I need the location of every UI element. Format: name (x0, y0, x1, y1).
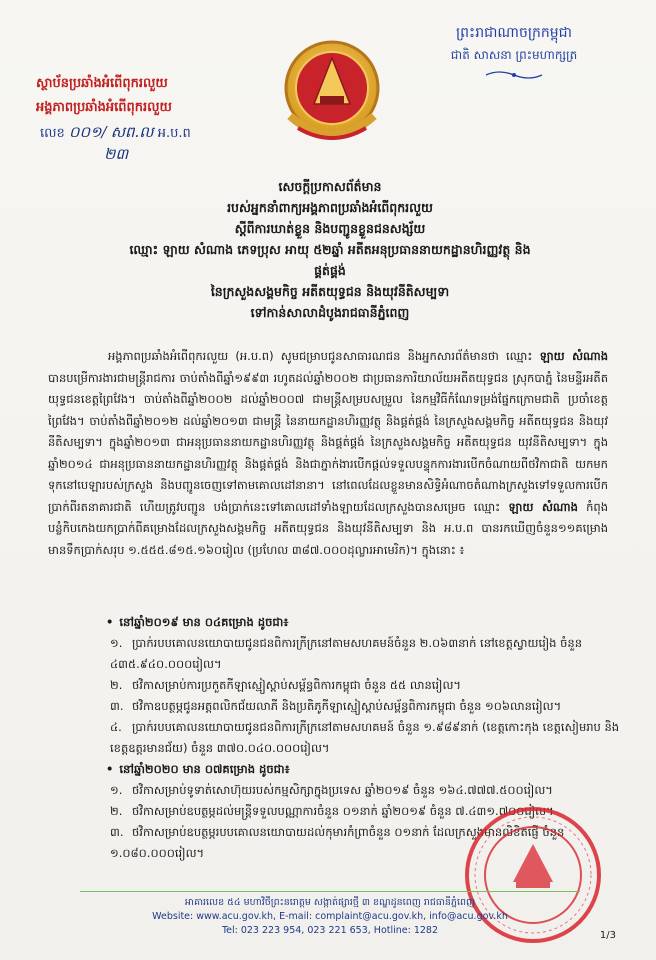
list-item: ៣. ថវិកាសម្រាប់ឧបត្ថម្ភរបបគោលនយោបាយដល់កុមារកំព្រាចំនួន ០១នាក់ ដែលក្រសួងមានលិខិតផ្ញើ ចំនួន ១.០៨០.០០០រៀល។ (110, 825, 565, 860)
body-part-2: បានបម្រើការងារជាមន្រ្តីរាជការ ចាប់តាំងពីឆ្នាំ១៩៩៣ រហូតដល់ឆ្នាំ២០០២ ជាប្រធានការិយាល័យអតីតយុទ្ធជន ស្រុកបាភ្នំ នៃមន្ទីរអតីតយុទ្ធជនខេត្តព្រៃវែង។ ចាប់តាំងពីឆ្នាំ២០០២ ដល់ឆ្នាំ២០០៧ ជាមន្ត្រីសម្របសម្រួល នៃកម្មវិធីកំណែទម្រង់ផ្នែកក្រោមជាតិ ប្រចាំខេត្តព្រៃវែង។ ចាប់តាំងពីឆ្នាំ២០១២ ដល់ឆ្នាំ២០១៣ ជាមន្ត្រី នៃនាយកដ្ឋានហិរញ្ញវត្ថុ និងផ្គត់ផ្គង់ នៃក្រសួងសង្គមកិច្ច អតីតយុទ្ធជន និងយុវនីតិសម្បទា។ ក្នុងឆ្នាំ២០១៣ ជាអនុប្រធាននាយកដ្ឋានហិរញ្ញវត្ថុ និងផ្គត់ផ្គង់ នៃក្រសួងសង្គមកិច្ច អតីតយុទ្ធជន យុវនីតិសម្បទា។ ក្នុងឆ្នាំ២០១៤ ជាអនុប្រធាននាយកដ្ឋានហិរញ្ញវត្ថុ និងផ្គត់ផ្គង់ និងជាភ្នាក់ងារបើកផ្តល់ទទួលបន្ទុកការងារបើកចំណាយពីថវិកាជាតិ យកមកទុកនៅបេឡារបស់ក្រសួង និងបញ្ជូនចេញទៅតាមគោលដៅនានា។ នៅពេលដែលខ្លួនមានសិទ្ធិអំណាចតំណាងក្រសួងទៅទទួលការបើកប្រាក់ពីរតនាគារជាតិ ហើយត្រូវបញ្ជូន បង់ប្រាក់នេះទៅគោលដៅទាំងឡាយដែលក្រសួងបានសម្រេច ឈ្មោះ (48, 370, 608, 514)
list-item: ១. ថវិកាសម្រាប់ទូទាត់សោហ៊ុយរបស់កម្មសិក្សាក្នុងប្រទេស ឆ្នាំ២០១៩ ចំនួន ១៦៤.៧៧៧.៥០០រៀល។ (110, 783, 553, 797)
kingdom-header (414, 22, 614, 88)
list-item: ៣. ថវិកាឧបត្ថម្ភជូនអត្តពលិកជ័យលាភី និងប្រតិភូកីឡាស្មៀស្ដាប់សម្ព័ន្ធពិការកម្ពុជា ចំនួន ១០៦លានរៀល។ (110, 699, 562, 713)
ref-suffix: អ.ប.ព (157, 126, 191, 141)
title-line-4: ឈ្មោះ ឡាយ សំណាង ភេទប្រុស អាយុ ៥២ឆ្នាំ អតីតអនុប្រធាននាយកដ្ឋានហិរញ្ញវត្ថុ និងផ្គត់ផ្គង់ (129, 242, 531, 278)
suspect-name-2: ឡាយ សំណាង (508, 499, 578, 514)
year-2020-heading: • នៅឆ្នាំ២០២០ មាន ០៧គម្រោង ដូចជា៖ (106, 759, 620, 780)
footer-web: Website: www.acu.gov.kh, E-mail: complaint@acu.gov.kh, info@acu.gov.kh (152, 911, 508, 922)
institution-name: ស្ថាប័នប្រឆាំងអំពើពុករលួយ (36, 76, 168, 91)
footer-divider (80, 891, 580, 892)
body-paragraph (48, 346, 608, 561)
unit-name: អង្គភាពប្រឆាំងអំពើពុករលួយ (36, 100, 172, 115)
ref-year: ២៣ (104, 145, 129, 163)
footer (120, 896, 540, 938)
ref-number: ០០១/ (68, 123, 107, 141)
title-line-5: នៃក្រសួងសង្គមកិច្ច អតីតយុទ្ធជន និងយុវនីតិសម្បទា (210, 284, 450, 299)
title-line-3: ស្តីពីការឃាត់ខ្លួន និងបញ្ជូនខ្លួនជនសង្ស័យ (234, 221, 426, 236)
year-2019-heading: • នៅឆ្នាំ២០១៩ មាន ០៤គម្រោង ដូចជា៖ (106, 612, 620, 633)
page-number: 1/3 (599, 930, 616, 941)
acu-emblem-logo (280, 36, 384, 148)
list-item: ២. ថវិកាសម្រាប់ការប្រកួតកីឡាស្មៀស្ដាប់សម្ព័ន្ធពិការកម្ពុជា ចំនួន ៥៥ លានរៀល។ (110, 678, 462, 692)
kingdom-motto: ជាតិ សាសនា ព្រះមហាក្សត្រ (450, 48, 578, 62)
ref-sub: សព.ល (110, 123, 154, 141)
agency-header (36, 72, 236, 120)
title-line-2: របស់អ្នកនាំពាក្យអង្គភាពប្រឆាំងអំពើពុករលួយ (227, 200, 433, 215)
body-part-3: កំពុងបន្លំកិបកេងយកប្រាក់ពីគម្រោងដែលក្រសួងសង្គមកិច្ច អតីតយុទ្ធជន និងយុវនីតិសម្បទា និង អ.ប.ព បានរកឃើញចំនួន១១គម្រោង មានទឹកប្រាក់សរុប ១.៥៥៥.៨១៥.១៦០រៀល (ប្រហែល ៣៨៧.០០០ដុល្លារអាមេរិក)។ ក្នុងនោះ ៖ (48, 499, 608, 557)
footer-tel: Tel: 023 223 954, 023 221 653, Hotline: 1282 (221, 925, 439, 936)
body-part-1: អង្គភាពប្រឆាំងអំពើពុករលួយ (អ.ប.ព) សូមជម្រាបជូនសាធារណជន និងអ្នកសារព័ត៌មានថា ឈ្មោះ (108, 349, 533, 363)
title-line-1: សេចក្តីប្រកាសព័ត៌មាន (278, 179, 382, 194)
reference-number (40, 122, 260, 166)
title-line-6: ទៅកាន់សាលាដំបូងរាជធានីភ្នំពេញ (250, 305, 410, 320)
ref-prefix: លេខ (40, 126, 65, 141)
ornament-divider-icon (484, 69, 544, 81)
document-title (120, 176, 540, 323)
list-item: ១. ប្រាក់របបគោលនយោបាយជូនជនពិការក្រីក្រនៅតាមសហគមន៍ចំនួន ២.០៦៣នាក់ នៅខេត្តស្វាយរៀង ចំនួន ៤៣៥.៩៤០.០០០រៀល។ (110, 636, 583, 671)
list-item: ៤. ប្រាក់របបគោលនយោបាយជូនជនពិការក្រីក្រនៅតាមសហគមន៍ ចំនួន ១.៩៨៩នាក់ (ខេត្តកោះកុង ខេត្តសៀមរាប និងខេត្តឧត្តរមានជ័យ) ចំនួន ៣៧០.០៤០.០០០រៀល។ (110, 720, 620, 755)
suspect-name: ឡាយ សំណាង (539, 349, 609, 363)
footer-address: អាគារលេខ ៥៤ មហាវិថីព្រះនរោត្តម សង្កាត់ផ្សារថ្មី ៣ ខណ្ឌដូនពេញ រាជធានីភ្នំពេញ (184, 897, 476, 908)
kingdom-title: ព្រះរាជាណាចក្រកម្ពុជា (455, 25, 572, 41)
list-item: ២. ថវិកាសម្រាប់ឧបត្ថម្ភដល់មន្ត្រីទទួលបណ្ណាការចំនួន ០១នាក់ ឆ្នាំ២០១៩ ចំនួន ៧.៤៣១.៧០០រៀល។ (110, 804, 554, 818)
